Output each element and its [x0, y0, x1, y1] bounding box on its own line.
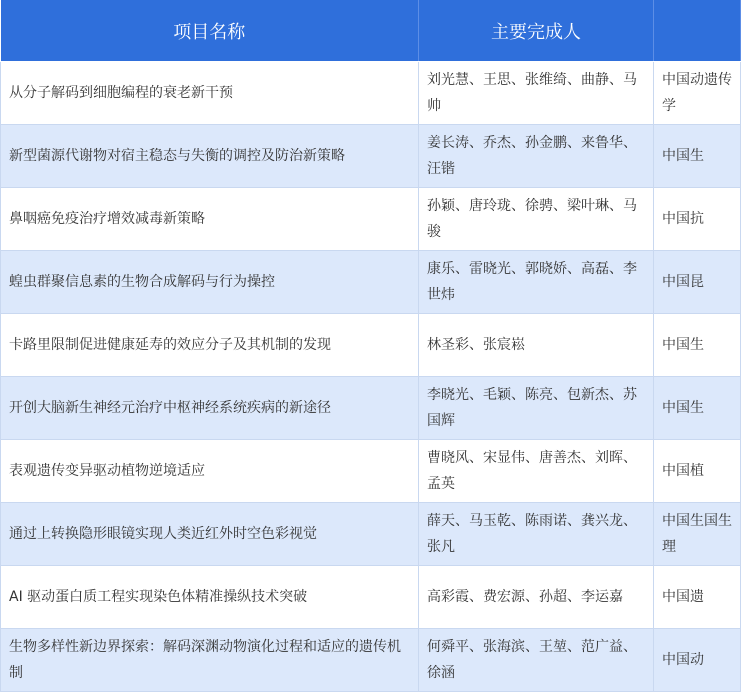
contributors-cell: 何舜平、张海滨、王堃、范广益、徐涵 — [419, 629, 654, 692]
project-name-cell: 卡路里限制促进健康延寿的效应分子及其机制的发现 — [1, 314, 419, 377]
header-organization — [654, 0, 741, 62]
organization-cell: 中国昆 — [654, 251, 741, 314]
project-name-cell: 通过上转换隐形眼镜实现人类近红外时空色彩视觉 — [1, 503, 419, 566]
contributors-cell: 康乐、雷晓光、郭晓娇、高磊、李世炜 — [419, 251, 654, 314]
table-row — [1, 377, 741, 440]
project-name-cell: AI 驱动蛋白质工程实现染色体精准操纵技术突破 — [1, 566, 419, 629]
organization-cell: 中国抗 — [654, 188, 741, 251]
project-name-cell: 生物多样性新边界探索：解码深渊动物演化过程和适应的遗传机制 — [1, 629, 419, 692]
contributors-cell: 高彩霞、费宏源、孙超、李运嘉 — [419, 566, 654, 629]
contributors-cell: 曹晓风、宋显伟、唐善杰、刘晖、孟英 — [419, 440, 654, 503]
project-name-cell: 鼻咽癌免疫治疗增效减毒新策略 — [1, 188, 419, 251]
contributors-cell: 刘光慧、王思、张维绮、曲静、马帅 — [419, 62, 654, 125]
organization-cell: 中国遗 — [654, 566, 741, 629]
project-name-cell: 开创大脑新生神经元治疗中枢神经系统疾病的新途径 — [1, 377, 419, 440]
table-row — [1, 62, 741, 125]
header-main-contributors: 主要完成人 — [419, 0, 654, 62]
contributors-cell: 李晓光、毛颖、陈亮、包新杰、苏国辉 — [419, 377, 654, 440]
organization-cell: 中国动遗传学 — [654, 62, 741, 125]
contributors-cell: 林圣彩、张宸崧 — [419, 314, 654, 377]
table-row — [1, 629, 741, 692]
table-row — [1, 566, 741, 629]
organization-cell: 中国动 — [654, 629, 741, 692]
table-row — [1, 125, 741, 188]
table-row — [1, 188, 741, 251]
table-row — [1, 251, 741, 314]
table-row — [1, 314, 741, 377]
table-header-row — [1, 0, 741, 62]
organization-cell: 中国植 — [654, 440, 741, 503]
project-name-cell: 从分子解码到细胞编程的衰老新干预 — [1, 62, 419, 125]
header-project-name: 项目名称 — [1, 0, 419, 62]
organization-cell: 中国生国生理 — [654, 503, 741, 566]
organization-cell: 中国生 — [654, 377, 741, 440]
project-name-cell: 新型菌源代谢物对宿主稳态与失衡的调控及防治新策略 — [1, 125, 419, 188]
table-row — [1, 503, 741, 566]
contributors-cell: 薛天、马玉乾、陈雨诺、龚兴龙、张凡 — [419, 503, 654, 566]
organization-cell: 中国生 — [654, 314, 741, 377]
project-name-cell: 蝗虫群聚信息素的生物合成解码与行为操控 — [1, 251, 419, 314]
organization-cell: 中国生 — [654, 125, 741, 188]
project-name-cell: 表观遗传变异驱动植物逆境适应 — [1, 440, 419, 503]
contributors-cell: 姜长涛、乔杰、孙金鹏、来鲁华、汪锴 — [419, 125, 654, 188]
table-row — [1, 440, 741, 503]
contributors-cell: 孙颖、唐玲珑、徐骋、梁叶琳、马骏 — [419, 188, 654, 251]
